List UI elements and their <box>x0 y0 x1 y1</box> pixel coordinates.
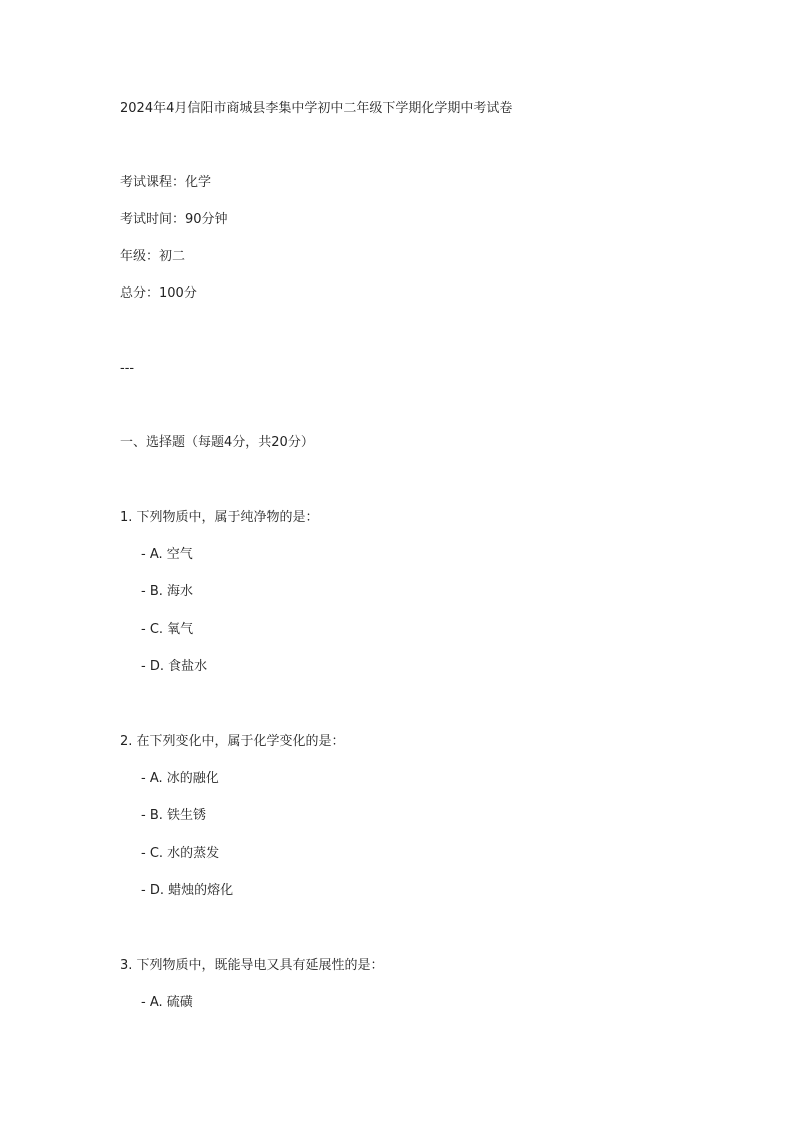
exam-course: 考试课程：化学 <box>120 175 212 190</box>
question-option: - A. 硫磺 <box>141 995 193 1010</box>
question-option: - A. 冰的融化 <box>141 771 219 786</box>
question-option: - C. 氧气 <box>141 622 194 637</box>
question-stem: 2. 在下列变化中，属于化学变化的是： <box>120 734 345 749</box>
exam-grade: 年级：初二 <box>120 249 186 264</box>
exam-time: 考试时间：90分钟 <box>120 212 228 227</box>
question-option: - A. 空气 <box>141 547 193 562</box>
question-option: - D. 蜡烛的熔化 <box>141 883 234 898</box>
question-option: - D. 食盐水 <box>141 659 208 674</box>
question-stem: 3. 下列物质中，既能导电又具有延展性的是： <box>120 958 384 973</box>
section-separator: --- <box>120 361 135 376</box>
question-option: - C. 水的蒸发 <box>141 846 220 861</box>
question-stem: 1. 下列物质中，属于纯净物的是： <box>120 510 319 525</box>
exam-total-score: 总分：100分 <box>120 286 197 301</box>
exam-title: 2024年4月信阳市商城县李集中学初中二年级下学期化学期中考试卷 <box>120 101 513 116</box>
section-heading: 一、选择题（每题4分，共20分） <box>120 435 314 450</box>
question-option: - B. 铁生锈 <box>141 808 207 823</box>
question-option: - B. 海水 <box>141 584 194 599</box>
